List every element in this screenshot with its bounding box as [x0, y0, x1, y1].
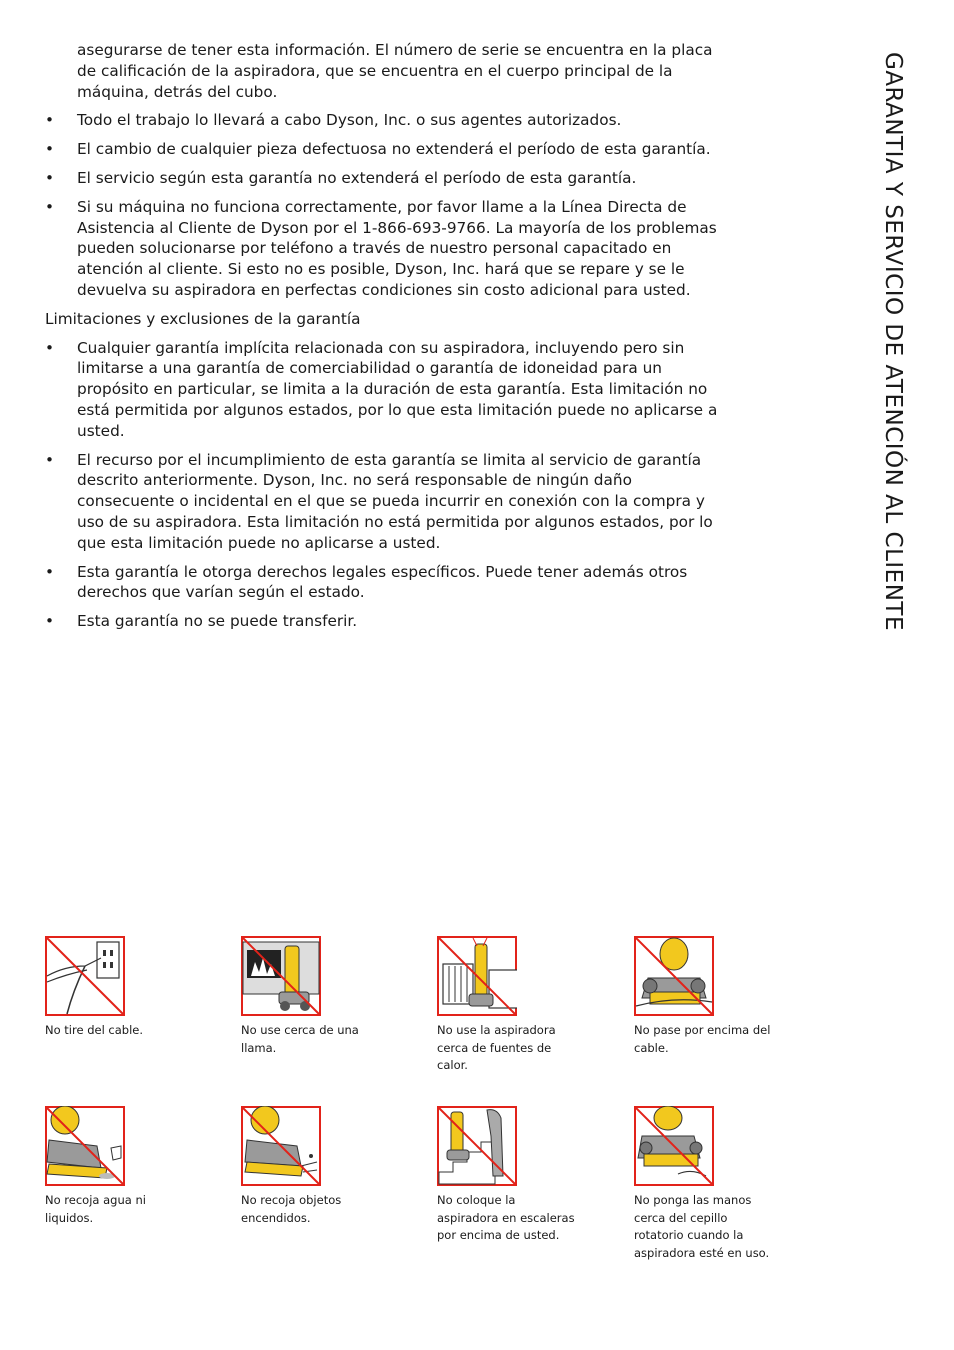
bullet-dot: •	[45, 338, 55, 357]
bullet-item	[45, 139, 725, 160]
warning-caption: No pase por encima del cable.	[634, 1023, 771, 1055]
bullet-dot: •	[45, 111, 55, 130]
bullet-text: Esta garantía le otorga derechos legales específicos. Puede tener además otros derechos que varían según el estado.	[77, 562, 688, 602]
bullet-dot: •	[45, 562, 55, 581]
warning-caption: No use la aspiradora cerca de fuentes de calor.	[437, 1023, 556, 1072]
warning-caption: No ponga las manos cerca del cepillo rotatorio cuando la aspiradora esté en uso.	[634, 1193, 770, 1260]
bullet-text: El cambio de cualquier pieza defectuosa no extenderá el período de esta garantía.	[77, 140, 711, 159]
fireplace-flame-icon	[241, 936, 321, 1016]
warning-caption: No use cerca de una llama.	[241, 1023, 359, 1055]
warning-caption: No recoja objetos encendidos.	[241, 1193, 342, 1225]
bullet-dot: •	[45, 197, 55, 216]
brush-bar-hand-icon	[634, 1106, 714, 1186]
bullet-text: El recurso por el incumplimiento de esta garantía se limita al servicio de garantía descrito anteriormente. Dyson, Inc. no será responsable de ningún daño consecuente o incidental en el que se pueda incurrir en conexión con la compra y uso de su aspiradora. Esta limitación no está permitida por algunos estados, por lo que esta limitación puede no aplicarse a usted.	[77, 450, 713, 552]
bullet-text: Esta garantía no se puede transferir.	[77, 612, 358, 631]
water-liquid-icon	[45, 1106, 125, 1186]
bullet-item	[45, 338, 725, 442]
intro-paragraph: asegurarse de tener esta información. El número de serie se encuentra en la placa de calificación de la aspiradora, que se encuentra en el cuerpo principal de la máquina, detrás del cubo.	[77, 41, 713, 101]
bullet-item	[45, 197, 725, 301]
bullet-dot: •	[45, 450, 55, 469]
bullet-item	[45, 168, 725, 189]
bullet-dot: •	[45, 612, 55, 631]
bullet-item	[45, 110, 725, 131]
warning-water	[45, 1106, 205, 1227]
warning-heater	[437, 936, 597, 1075]
warning-caption: No recoja agua ni liquidos.	[45, 1193, 146, 1225]
burning-objects-icon	[241, 1106, 321, 1186]
bullet-item	[45, 562, 725, 604]
bullet-text: El servicio según esta garantía no extenderá el período de esta garantía.	[77, 168, 637, 187]
warning-brush-bar	[634, 1106, 794, 1262]
stairs-icon	[437, 1106, 517, 1186]
limitation-bullets	[45, 338, 725, 632]
unplug-cord-icon	[45, 936, 125, 1016]
bullet-item	[45, 611, 725, 632]
bullet-text: Cualquier garantía implícita relacionada con su aspiradora, incluyendo pero sin limitarse a una garantía de comerciabilidad o garantía de idoneidad para un propósito en particular, se limita a la duración de esta garantía. Esta limitación no está permitida por algunos estados, por lo que esta limitación puede no aplicarse a usted.	[77, 338, 718, 440]
warning-caption: No tire del cable.	[45, 1023, 144, 1037]
bullet-dot: •	[45, 168, 55, 187]
side-section-title	[882, 52, 906, 752]
bullet-dot: •	[45, 140, 55, 159]
warning-burning	[241, 1106, 401, 1227]
warning-stairs	[437, 1106, 597, 1245]
service-bullets	[45, 110, 725, 300]
warning-unplug	[45, 936, 205, 1040]
heater-icon	[437, 936, 517, 1016]
vacuum-over-cable-icon	[634, 936, 714, 1016]
warning-flame	[241, 936, 401, 1057]
side-title-text: GARANTIA Y SERVICIO DE ATENCIÓN AL CLIENTE	[880, 52, 906, 631]
section-heading: Limitaciones y exclusiones de la garantía	[45, 309, 361, 328]
bullet-text: Todo el trabajo lo llevará a cabo Dyson, Inc. o sus agentes autorizados.	[77, 111, 622, 130]
warranty-text	[45, 40, 725, 640]
bullet-text: Si su máquina no funciona correctamente, por favor llame a la Línea Directa de Asistencia al Cliente de Dyson por el 1-866-693-9766. La mayoría de los problemas pueden solucionarse por teléfono a través de nuestro personal capacitado en atención al cliente. Si esto no es posible, Dyson, Inc. hará que se repare y se le devuelva su aspiradora en perfectas condiciones sin costo adicional para usted.	[77, 197, 717, 299]
warning-caption: No coloque la aspiradora en escaleras por encima de usted.	[437, 1193, 575, 1242]
warning-cable	[634, 936, 794, 1057]
bullet-item	[45, 450, 725, 554]
